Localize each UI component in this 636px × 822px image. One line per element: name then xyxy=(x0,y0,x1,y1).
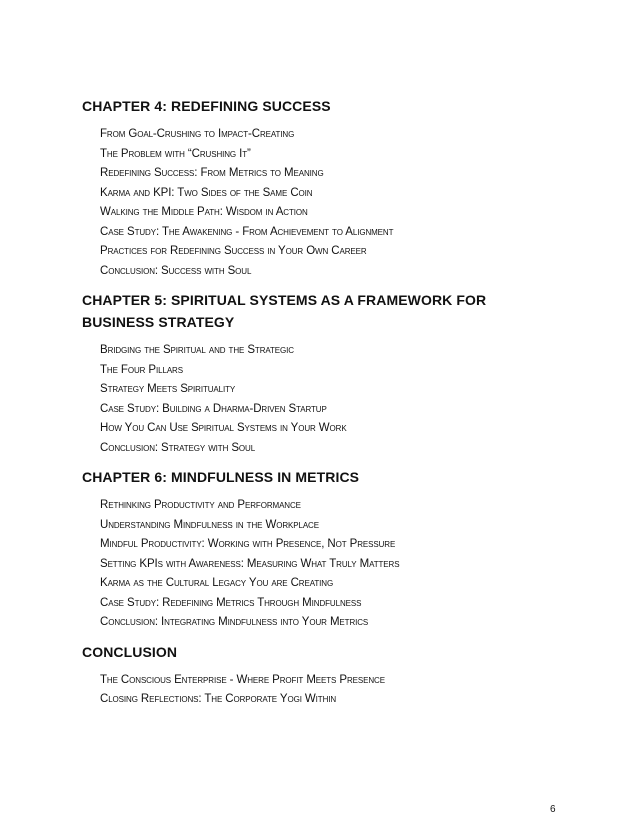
chapter-6 xyxy=(82,466,562,633)
chapter-title: CHAPTER 6: MINDFULNESS IN METRICS xyxy=(82,469,360,485)
chapter-5 xyxy=(82,289,562,458)
section-item: Case Study: The Awakening - From Achievement to Alignment xyxy=(100,225,394,238)
conclusion-chapter xyxy=(82,641,562,710)
section-item: Conclusion: Success with Soul xyxy=(100,264,252,277)
section-list xyxy=(82,496,562,633)
section-item: From Goal-Crushing to Impact-Creating xyxy=(100,128,295,140)
section-item: Redefining Success: From Metrics to Meaning xyxy=(100,167,324,179)
section-item: Understanding Mindfulness in the Workplace xyxy=(100,518,319,531)
section-item: Case Study: Redefining Metrics Through Mindfulness xyxy=(100,596,362,609)
section-item: Rethinking Productivity and Performance xyxy=(100,499,301,511)
section-item: Setting KPIs with Awareness: Measuring What Truly Matters xyxy=(100,557,400,570)
section-item: How You Can Use Spiritual Systems in Your Work xyxy=(100,422,347,434)
section-item: The Four Pillars xyxy=(100,363,183,376)
section-item: Conclusion: Strategy with Soul xyxy=(100,441,256,454)
chapter-title: CHAPTER 5: SPIRITUAL SYSTEMS AS A FRAMEWORK FOR BUSINESS STRATEGY xyxy=(82,292,487,330)
section-item: Bridging the Spiritual and the Strategic xyxy=(100,344,294,356)
section-item: Conclusion: Integrating Mindfulness into Your Metrics xyxy=(100,616,369,628)
section-item: Walking the Middle Path: Wisdom in Action xyxy=(100,206,308,218)
section-item: The Problem with “Crushing It” xyxy=(100,147,251,160)
chapter-title: CONCLUSION xyxy=(82,643,178,660)
section-list xyxy=(82,125,562,281)
chapter-title: CHAPTER 4: REDEFINING SUCCESS xyxy=(82,98,331,114)
section-list xyxy=(82,341,562,458)
section-list xyxy=(82,671,562,710)
section-item: Mindful Productivity: Working with Presence, Not Pressure xyxy=(100,538,396,550)
table-of-contents xyxy=(82,95,562,718)
page-number: 6 xyxy=(550,804,556,815)
section-item: Closing Reflections: The Corporate Yogi Within xyxy=(100,693,337,705)
section-item: Case Study: Building a Dharma-Driven Startup xyxy=(100,402,327,415)
chapter-4 xyxy=(82,95,562,281)
section-item: Strategy Meets Spirituality xyxy=(100,383,236,395)
section-item: The Conscious Enterprise - Where Profit Meets Presence xyxy=(100,673,385,686)
section-item: Practices for Redefining Success in Your Own Career xyxy=(100,245,367,257)
section-item: Karma as the Cultural Legacy You are Creating xyxy=(100,577,334,589)
section-item: Karma and KPI: Two Sides of the Same Coin xyxy=(100,186,313,199)
